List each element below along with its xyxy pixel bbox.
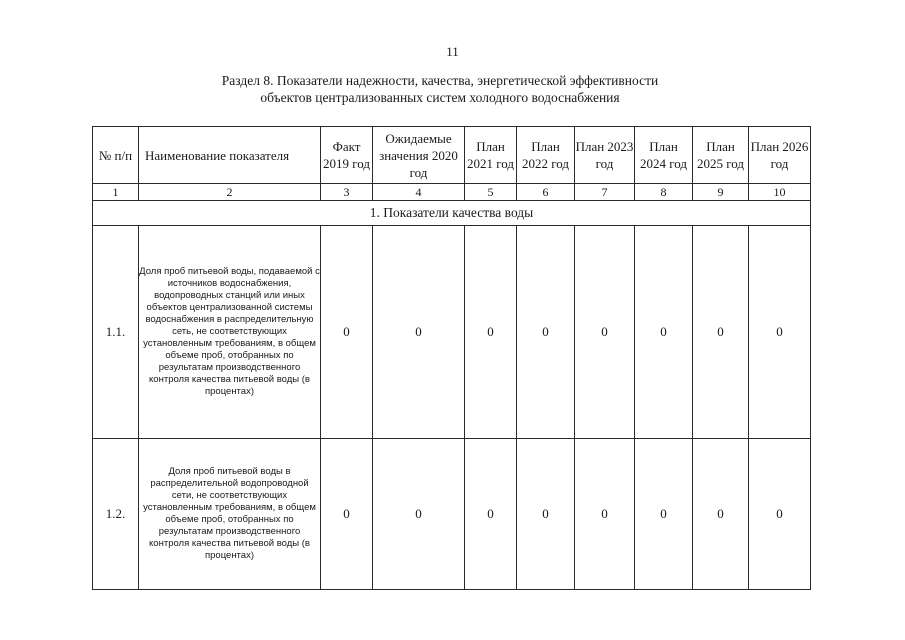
indicators-table [92, 126, 811, 590]
header-cell: План 2024 год [635, 127, 693, 184]
header-cell: План 2021 год [465, 127, 517, 184]
value-cell: 0 [575, 439, 635, 590]
header-cell: План 2022 год [517, 127, 575, 184]
table-row [93, 439, 811, 590]
header-cell: План 2023 год [575, 127, 635, 184]
column-number: 10 [749, 184, 811, 201]
value-cell: 0 [749, 226, 811, 439]
header-cell: Наименование показателя [139, 127, 321, 184]
column-number-row [93, 184, 811, 201]
table-header-row [93, 127, 811, 184]
value-cell: 0 [517, 439, 575, 590]
group-header-row [93, 201, 811, 226]
column-number: 5 [465, 184, 517, 201]
header-cell: План 2026 год [749, 127, 811, 184]
row-index: 1.2. [93, 439, 139, 590]
header-cell: № п/п [93, 127, 139, 184]
column-number: 8 [635, 184, 693, 201]
value-cell: 0 [321, 226, 373, 439]
section-title [100, 72, 780, 106]
value-cell: 0 [575, 226, 635, 439]
value-cell: 0 [693, 226, 749, 439]
value-cell: 0 [321, 439, 373, 590]
indicator-name: Доля проб питьевой воды, подаваемой с источников водоснабжения, водопроводных станций или иных объектов централизованной системы водоснабжения в распределительную сеть, не соответствующих установленным требованиям, в общем объеме проб, отобранных по результатам производственного контроля качества питьевой воды (в процентах) [139, 226, 321, 439]
section-title-line-2: объектов централизованных систем холодного водоснабжения [260, 90, 620, 105]
value-cell: 0 [465, 226, 517, 439]
value-cell: 0 [465, 439, 517, 590]
group-title: 1. Показатели качества воды [93, 201, 811, 226]
header-cell: План 2025 год [693, 127, 749, 184]
column-number: 9 [693, 184, 749, 201]
value-cell: 0 [373, 439, 465, 590]
column-number: 2 [139, 184, 321, 201]
column-number: 4 [373, 184, 465, 201]
value-cell: 0 [635, 439, 693, 590]
column-number: 1 [93, 184, 139, 201]
page-number: 11 [446, 44, 459, 59]
value-cell: 0 [517, 226, 575, 439]
value-cell: 0 [635, 226, 693, 439]
value-cell: 0 [693, 439, 749, 590]
column-number: 7 [575, 184, 635, 201]
column-number: 3 [321, 184, 373, 201]
value-cell: 0 [749, 439, 811, 590]
header-cell: Ожидаемые значения 2020 год [373, 127, 465, 184]
table-row [93, 226, 811, 439]
indicator-name: Доля проб питьевой воды в распределительной водопроводной сети, не соответствующих установленным требованиям, в общем объеме проб, отобранных по результатам производственного контроля качества питьевой воды (в процентах) [139, 439, 321, 590]
value-cell: 0 [373, 226, 465, 439]
row-index: 1.1. [93, 226, 139, 439]
header-cell: Факт 2019 год [321, 127, 373, 184]
column-number: 6 [517, 184, 575, 201]
section-title-line-1: Раздел 8. Показатели надежности, качества, энергетической эффективности [221, 73, 659, 88]
